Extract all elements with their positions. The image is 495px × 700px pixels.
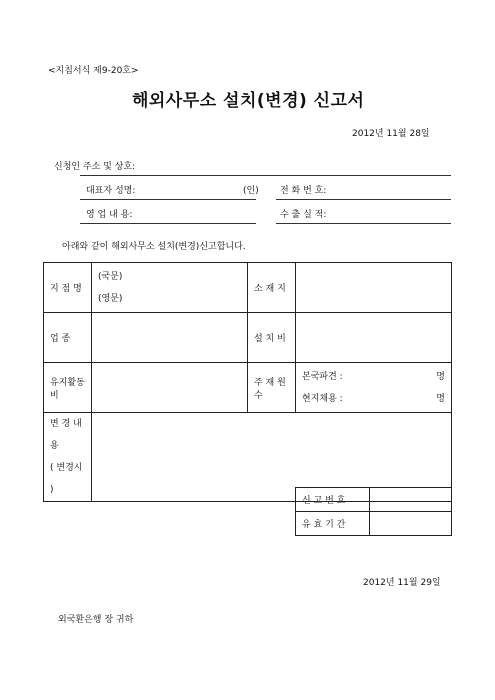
receipt-table	[295, 487, 452, 536]
install-cost-label: 설 치 비	[248, 313, 296, 363]
staff-cell	[296, 363, 452, 413]
export-label: 수 출 실 적:	[280, 210, 327, 220]
dispatched-unit: 명	[436, 371, 445, 382]
divider	[80, 223, 256, 224]
maintenance-cell	[92, 363, 248, 413]
divider	[276, 223, 451, 224]
dispatched-label: 본국파견 :	[302, 371, 343, 382]
form-number: <지침서식 제9-20호>	[48, 66, 139, 76]
location-cell	[296, 263, 452, 313]
addressee: 외국환은행 장 귀하	[58, 615, 134, 625]
page-title: 해외사무소 설치(변경) 신고서	[132, 91, 365, 111]
divider	[80, 175, 451, 176]
branch-name-cell	[92, 263, 248, 313]
representative-label: 대표자 성명:	[86, 186, 136, 196]
location-label: 소 재 지	[248, 263, 296, 313]
validity-cell	[370, 512, 452, 536]
applicant-address-label: 신청인 주소 및 상호:	[54, 162, 136, 172]
business-label: 영 업 내 용:	[86, 210, 133, 220]
phone-label: 전 화 번 호:	[280, 186, 327, 196]
main-table	[43, 262, 452, 502]
divider	[80, 199, 256, 200]
report-date: 2012년 11월 28일	[352, 129, 430, 139]
staff-label: 주 재 원 수	[248, 363, 296, 413]
change-label: 변 경 내 용	[50, 419, 82, 451]
local-hire-label: 현지채용 :	[302, 393, 343, 404]
branch-name-label: 지 점 명	[44, 263, 92, 313]
industry-cell	[92, 313, 248, 363]
industry-label: 업 종	[44, 313, 92, 363]
korean-label: (국문)	[98, 271, 123, 282]
statement: 아래와 같이 해외사무소 설치(변경)신고합니다.	[62, 242, 246, 252]
divider	[276, 199, 451, 200]
report-no-label: 신 고 번 호	[296, 488, 370, 512]
report-no-cell	[370, 488, 452, 512]
install-cost-cell	[296, 313, 452, 363]
local-hire-unit: 명	[436, 393, 445, 404]
change-sub-label: ( 변경시 )	[50, 463, 83, 495]
change-label-cell	[44, 413, 92, 502]
sign-date: 2012년 11월 29일	[363, 578, 441, 588]
english-label: (영문)	[98, 293, 123, 304]
maintenance-label: 유지활동비	[44, 363, 92, 413]
validity-label: 유 효 기 간	[296, 512, 370, 536]
seal-label: (인)	[243, 186, 259, 196]
